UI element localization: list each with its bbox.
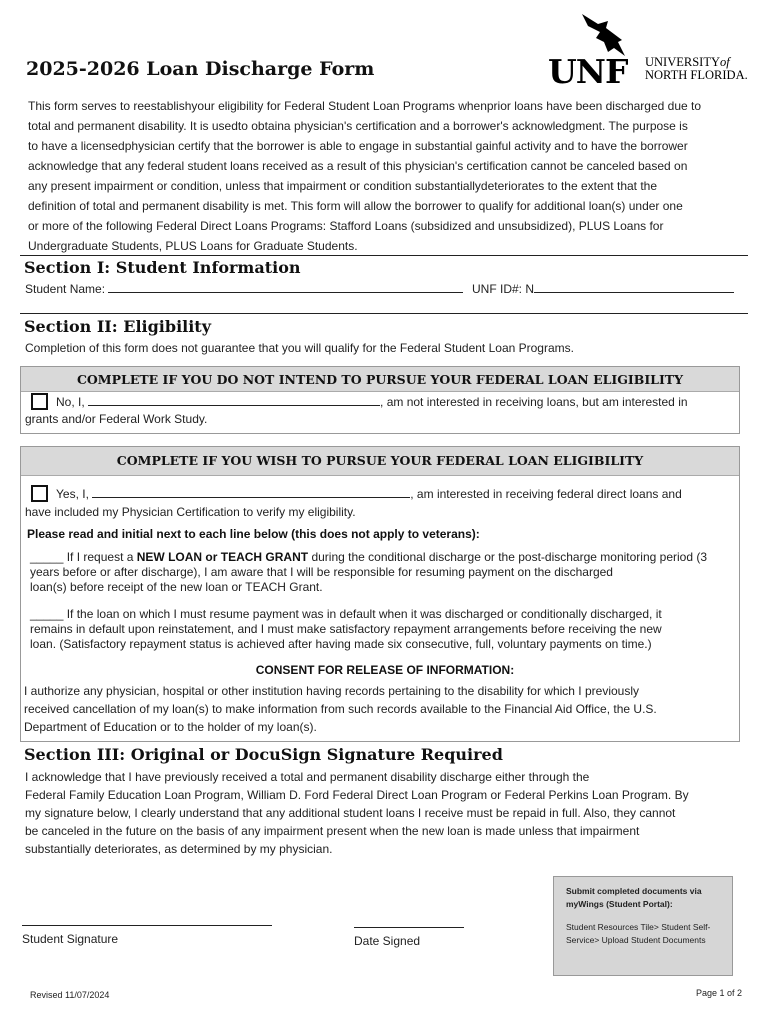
yes-line2: have included my Physician Certification to verify my eligibility.: [25, 505, 356, 519]
initial-instruction: Please read and initial next to each line below (this does not apply to veterans):: [27, 527, 480, 541]
item1-text-b: during the conditional discharge or the post-discharge monitoring period (3: [311, 550, 708, 564]
intro-line: Undergraduate Students, PLUS Loans for Graduate Students.: [28, 239, 358, 253]
ack-line: Federal Family Education Loan Program, William D. Ford Federal Direct Loan Program or Federal Perkins Loan Program. By: [25, 788, 689, 802]
yes-suffix: , am interested in receiving federal direct loans and: [410, 487, 682, 501]
initial-blank-2[interactable]: _____: [30, 607, 64, 621]
section-divider: [20, 255, 748, 256]
item1-text-a: If I request a: [66, 550, 134, 564]
date-line[interactable]: [354, 927, 464, 928]
yes-prefix: Yes, I,: [56, 487, 89, 501]
signature-label: Student Signature: [22, 932, 119, 946]
consent-heading: CONSENT FOR RELEASE OF INFORMATION:: [255, 663, 515, 677]
revised-date: Revised 11/07/2024: [30, 990, 110, 1000]
section1-heading: Section I: Student Information: [24, 258, 301, 277]
intro-line: or more of the following Federal Direct Loans Programs: Stafford Loans (subsidized and unsubsidized), PLUS Loans for: [28, 219, 664, 233]
acknowledgement-paragraph: [25, 768, 745, 858]
no-suffix: , am not interested in receiving loans, but am interested in: [380, 395, 688, 409]
yes-checkbox[interactable]: [31, 485, 48, 502]
logo-abbrev: UNF: [548, 52, 628, 91]
yes-line: [56, 487, 682, 502]
consent-text: [24, 682, 740, 736]
unf-id-field[interactable]: [534, 282, 734, 293]
initial-item-1-line1: [30, 550, 740, 565]
no-checkbox[interactable]: [31, 393, 48, 410]
date-label: Date Signed: [354, 934, 421, 948]
yes-name-field[interactable]: [92, 488, 410, 498]
signature-line[interactable]: [22, 925, 272, 926]
pursue-heading: COMPLETE IF YOU WISH TO PURSUE YOUR FEDERAL LOAN ELIGIBILITY: [21, 447, 739, 476]
item1-line3: loan(s) before receipt of the new loan or TEACH Grant.: [30, 580, 323, 594]
logo-univ-line1: UNIVERSITY: [645, 55, 720, 69]
consent-line: Department of Education or to the holder of my loan(s).: [24, 720, 317, 734]
intro-line: total and permanent disability. It is usedto obtaina physician's certification and a borrower's acknowledgment. The purpose is: [28, 119, 688, 133]
section-divider: [20, 313, 748, 314]
ack-line: I acknowledge that I have previously received a total and permanent disability discharge either through the: [25, 770, 590, 784]
unf-id-label: UNF ID#: N: [472, 282, 535, 296]
logo-univ-of: of: [720, 55, 730, 69]
no-prefix: No, I,: [56, 395, 85, 409]
not-pursue-heading: COMPLETE IF YOU DO NOT INTEND TO PURSUE YOUR FEDERAL LOAN ELIGIBILITY: [21, 367, 739, 392]
item1-bold: NEW LOAN or TEACH GRANT: [136, 550, 309, 564]
ack-line: substantially deteriorates, as determined by my physician.: [25, 842, 333, 856]
form-header: [24, 12, 748, 92]
submit-heading: Submit completed documents via myWings (Student Portal):: [566, 886, 702, 909]
initial-item-1: [30, 550, 740, 595]
intro-line: definition of total and permanent disability is met. This form will allow the borrower to qualify for additional loan(s) under one: [28, 199, 683, 213]
item2-line2: remains in default upon reinstatement, and I must make satisfactory repayment arrangements before receiving the new: [30, 622, 662, 636]
page-number: Page 1 of 2: [696, 988, 743, 998]
ack-line: my signature below, I clearly understand that any additional student loans I receive must be repaid in full. Also, they cannot: [25, 806, 676, 820]
consent-line: received cancellation of my loan(s) to make information from such records available to the Financial Aid Office, the U.S.: [24, 702, 657, 716]
intro-line: any present impairment or condition, unless that impairment or condition substantiallydeteriorates to the extent that the: [28, 179, 658, 193]
ack-line: be canceled in the future on the basis of any impairment present when the new loan is made unless that impairment: [25, 824, 640, 838]
section2-heading: Section II: Eligibility: [24, 317, 211, 336]
form-title: 2025-2026 Loan Discharge Form: [26, 58, 375, 80]
intro-line: to have a licensedphysician certify that the borrower is able to engage in substantial gainful activity and to have the borrower: [28, 139, 688, 153]
initial-item-2: [30, 607, 740, 652]
no-line2: grants and/or Federal Work Study.: [25, 412, 208, 426]
logo-univ-line2: NORTH FLORIDA.: [645, 68, 748, 82]
unf-logo: [548, 12, 748, 91]
logo-university-name: [645, 56, 748, 82]
item1-line2: years before or after discharge), I am aware that I will be responsible for resuming payment on the discharged: [30, 565, 613, 579]
submit-path: Student Resources Tile> Student Self-Service> Upload Student Documents: [566, 922, 711, 945]
submit-instructions-box: [553, 876, 733, 976]
intro-paragraph: [28, 96, 748, 256]
section3-heading: Section III: Original or DocuSign Signature Required: [24, 745, 503, 764]
initial-item-2-line1: [30, 607, 740, 622]
student-name-field[interactable]: [108, 282, 463, 293]
intro-line: acknowledge that any federal student loans received as a result of this physician's certification cannot be canceled based on: [28, 159, 688, 173]
eligibility-note: Completion of this form does not guarantee that you will qualify for the Federal Student Loan Programs.: [25, 341, 574, 355]
initial-blank-1[interactable]: _____: [30, 550, 64, 564]
intro-line: This form serves to reestablishyour eligibility for Federal Student Loan Programs whenprior loans have been discharged due to: [28, 99, 702, 113]
no-line: [56, 395, 688, 410]
student-name-row: [25, 282, 463, 296]
item2-line3: loan. (Satisfactory repayment status is achieved after having made six consecutive, full, voluntary payments on time.): [30, 637, 652, 651]
consent-line: I authorize any physician, hospital or other institution having records pertaining to the disability for which I previously: [24, 684, 639, 698]
student-name-label: Student Name:: [25, 282, 106, 296]
item2-line1: If the loan on which I must resume payment was in default when it was discharged or conditionally discharged, it: [66, 607, 662, 621]
unf-id-row: [472, 282, 734, 296]
no-name-field[interactable]: [88, 396, 380, 406]
